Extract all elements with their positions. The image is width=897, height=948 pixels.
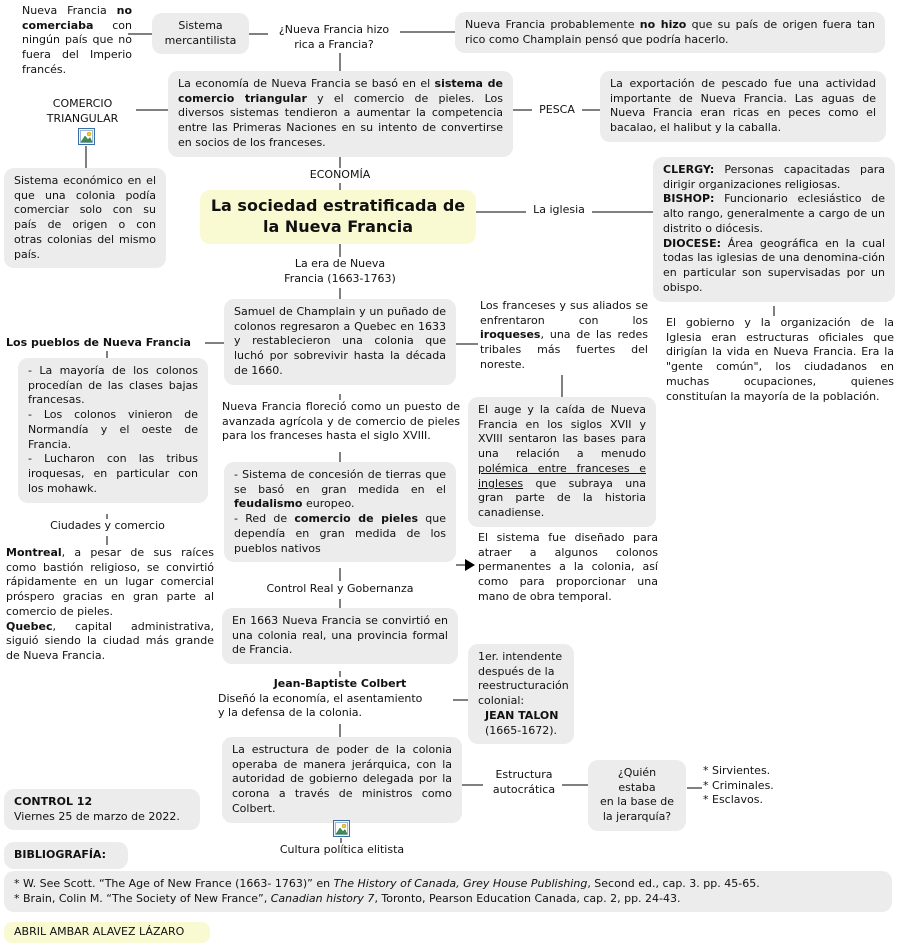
label-iglesia: La iglesia (533, 203, 585, 216)
box-champlain: Samuel de Champlain y un puñado de colonos regresaron a Quebec en 1633 y restablecieron una colonia que luchó por sobrevivir hasta la década de 1660. (224, 299, 456, 385)
box-control12: CONTROL 12 Viernes 25 de marzo de 2022. (4, 789, 200, 830)
box-sistema-mercantilista: Sistema mercantilista (152, 13, 249, 54)
box-estructura-poder: La estructura de poder de la colonia operaba de manera jerárquica, con la autoridad de gobierno delegada por la corona a través de ministros como Colbert. (222, 737, 462, 823)
box-pueblos: - La mayoría de los colonos procedían de las clases bajas francesas. - Los colonos vinieron de Normandía y el oeste de Francia. - Lucharon con las tribus iroquesas, en particular con los mohawk. (18, 358, 208, 503)
author-name: ABRIL AMBAR ALAVEZ LÁZARO (4, 922, 210, 943)
box-bibliografia: * W. See Scott. “The Age of New France (1663- 1763)” en The History of Canada, Grey House Publishing, Second ed., cap. 3. pp. 45-65. * Brain, Colin M. “The Society of New France”, Canadian history 7, Toronto, Pearson Education Canada, cap. 2, pp. 24-43. (4, 871, 892, 912)
label-control-real: Control Real y Gobernanza (266, 582, 414, 595)
note-no-comerciaba: Nueva Francia no comerciaba con ningún país que no fuera del Imperio francés. (22, 4, 132, 76)
map-title: La sociedad estratificada de la Nueva Francia (200, 190, 476, 244)
image-placeholder-icon (78, 128, 95, 145)
label-cultura-politica: Cultura política elitista (279, 843, 405, 856)
box-sistema-economico: Sistema económico en el que una colonia podía comerciar solo con su país de origen o con otras colonias del mismo país. (4, 168, 166, 268)
arrowhead-icon (465, 559, 475, 571)
box-concesion: - Sistema de concesión de tierras que se basó en gran medida en el feudalismo europeo. - Red de comercio de pieles que dependía en gran medida de los pueblos nativos (224, 462, 456, 562)
label-bibliografia: BIBLIOGRAFÍA: (4, 842, 128, 869)
note-base-jerarquia: * Sirvientes. * Criminales. * Esclavos. (703, 764, 774, 807)
box-jean-talon: 1er. intendente después de la reestructuración colonial: JEAN TALON (1665-1672). (468, 644, 574, 744)
colbert-name: Jean-Baptiste Colbert (273, 677, 407, 690)
box-clergy: CLERGY: Personas capacitadas para dirigir organizaciones religiosas. BISHOP: Funcionario eclesiástico de alto rango, generalmente a cargo de un distrito o diócesis. DIOCESE: Área geográfica en la cual todas las iglesias de una denomina-ción en particular son supervisadas por un obispo. (653, 157, 895, 302)
box-colonia-real: En 1663 Nueva Francia se convirtió en una colonia real, una provincia formal de Francia. (222, 608, 458, 664)
note-gobierno-iglesia: El gobierno y la organización de la Iglesia eran estructuras oficiales que dirigían la vida en Nueva Francia. Era la "gente común", los ciudadanos en muchas ocupaciones, quienes constituían la mayoría de la población. (666, 316, 894, 403)
note-franceses-iroqueses: Los franceses y sus aliados se enfrentaron con los iroqueses, una de las redes tribales más fuertes del noreste. (480, 299, 648, 371)
image-placeholder-icon (333, 820, 350, 837)
note-sistema-disenado: El sistema fue diseñado para atraer a algunos colonos permanentes a la colonia, así como para proporcionar una mano de obra temporal. (478, 531, 658, 603)
box-no-hizo: Nueva Francia probablemente no hizo que su país de origen fuera tan rico como Champlain pensó que podría hacerlo. (455, 12, 885, 53)
note-montreal-quebec: Montreal, a pesar de sus raíces como bastión religioso, se convirtió rápidamente en un lugar comercial próspero gracias en gran parte al comercio de pieles. Quebec, capital administrativa, siguió siendo la ciudad más grande de Nueva Francia. (6, 546, 214, 663)
box-auge-caida: El auge y la caída de Nueva Francia en los siglos XVII y XVIII sentaron las bases para una relación a menudo polémica entre franceses e ingleses que subraya una gran parte de la historia canadiense. (468, 397, 656, 527)
note-florecio: Nueva Francia floreció como un puesto de avanzada agrícola y de comercio de pieles para los franceses hasta el siglo XVIII. (222, 400, 460, 443)
label-comercio-triangular: COMERCIO TRIANGULAR (46, 97, 119, 125)
box-pesca: La exportación de pescado fue una actividad importante de Nueva Francia. Las aguas de Nueva Francia eran ricas en peces como el bacalao, el halibut y la caballa. (600, 71, 886, 142)
label-estructura-autocratica: Estructura autocrática (492, 768, 556, 796)
label-economia: ECONOMÍA (309, 168, 371, 181)
box-economia: La economía de Nueva Francia se basó en el sistema de comercio triangular y el comercio de pieles. Los diversos sistemas tendieron a aumentar la competencia entre las Primeras Naciones en su intento de convertirse en socios de los franceses. (168, 71, 513, 157)
label-pueblos: Los pueblos de Nueva Francia (6, 336, 191, 349)
label-pregunta-rica: ¿Nueva Francia hizo rica a Francia? (278, 23, 390, 51)
box-jerarquia-pregunta: ¿Quién estaba en la base de la jerarquía? (588, 760, 686, 831)
label-era: La era de Nueva Francia (1663-1763) (284, 257, 396, 285)
note-colbert (218, 677, 462, 721)
label-pesca: PESCA (539, 103, 575, 116)
label-ciudades: Ciudades y comercio (50, 519, 165, 532)
colbert-description: Diseñó la economía, el asentamiento y la defensa de la colonia. (218, 691, 423, 720)
